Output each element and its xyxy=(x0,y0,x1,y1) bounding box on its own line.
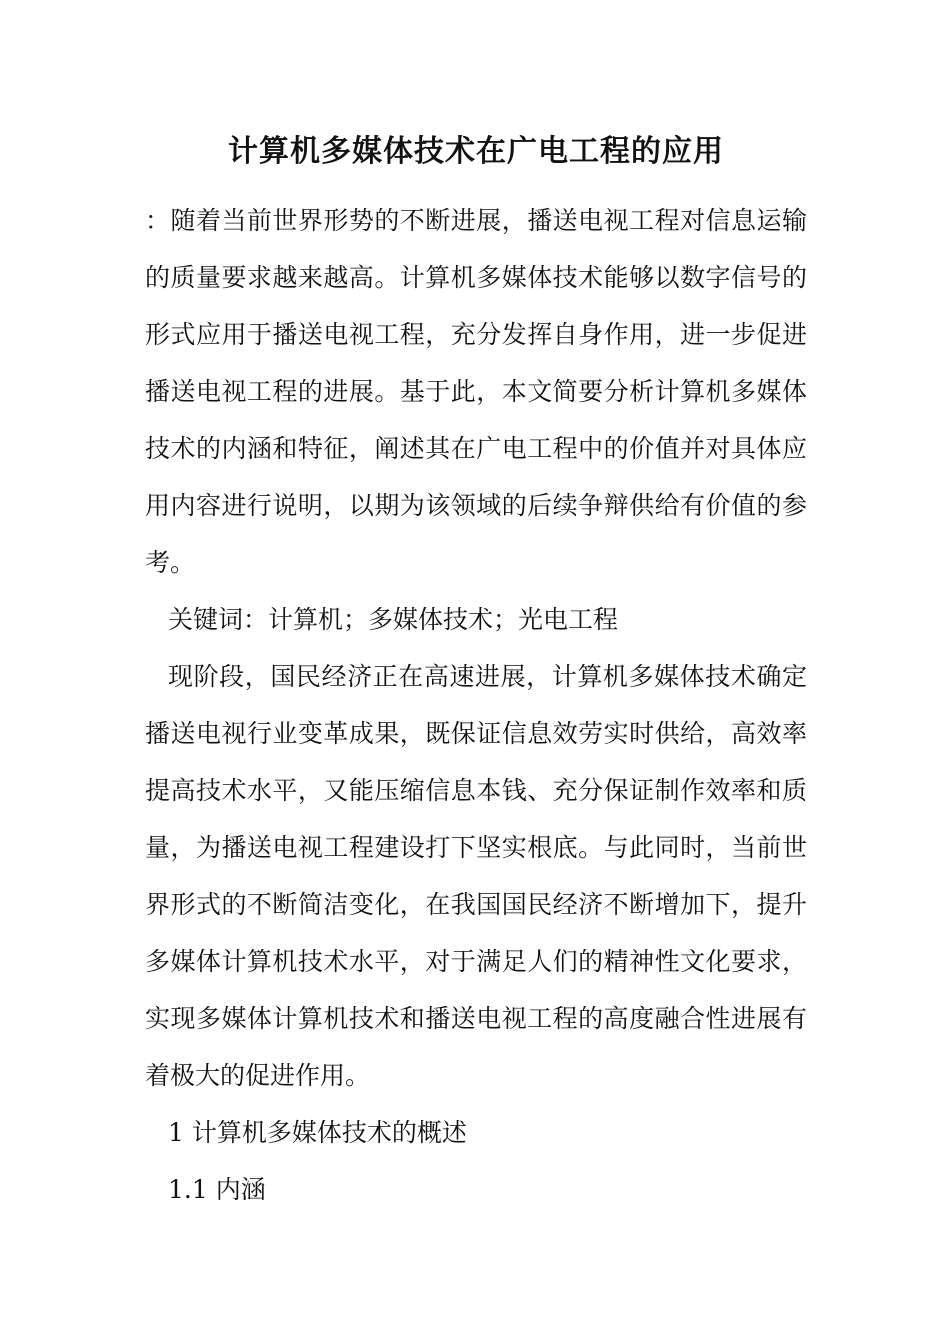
section-heading-1: 1 计算机多媒体技术的概述 xyxy=(168,1118,467,1147)
document-title: 计算机多媒体技术在广电工程的应用 xyxy=(228,134,724,169)
intro-paragraph: 现阶段，国民经济正在高速进展，计算机多媒体技术确定播送电视行业变革成果，既保证信息效劳实时供给，高效率提高技术水平，又能压缩信息本钱、充分保证制作效率和质量，为播送电视工程建设打下坚实根底。与此同时，当前世界形式的不断简洁变化，在我国国民经济不断增加下，提升多媒体计算机技术水平，对于满足人们的精神性文化要求，实现多媒体计算机技术和播送电视工程的高度融合性进展有着极大的促进作用。 xyxy=(145,662,807,1090)
document-page xyxy=(145,130,807,1218)
keywords-line: 关键词：计算机；多媒体技术；光电工程 xyxy=(168,605,619,634)
abstract-paragraph: ：随着当前世界形势的不断进展，播送电视工程对信息运输的质量要求越来越高。计算机多媒体技术能够以数字信号的形式应用于播送电视工程，充分发挥自身作用，进一步促进播送电视工程的进展。基于此，本文简要分析计算机多媒体技术的内涵和特征，阐述其在广电工程中的价值并对具体应用内容进行说明，以期为该领域的后续争辩供给有价值的参考。 xyxy=(145,206,807,577)
section-heading-1-1: 1.1 内涵 xyxy=(168,1175,266,1204)
